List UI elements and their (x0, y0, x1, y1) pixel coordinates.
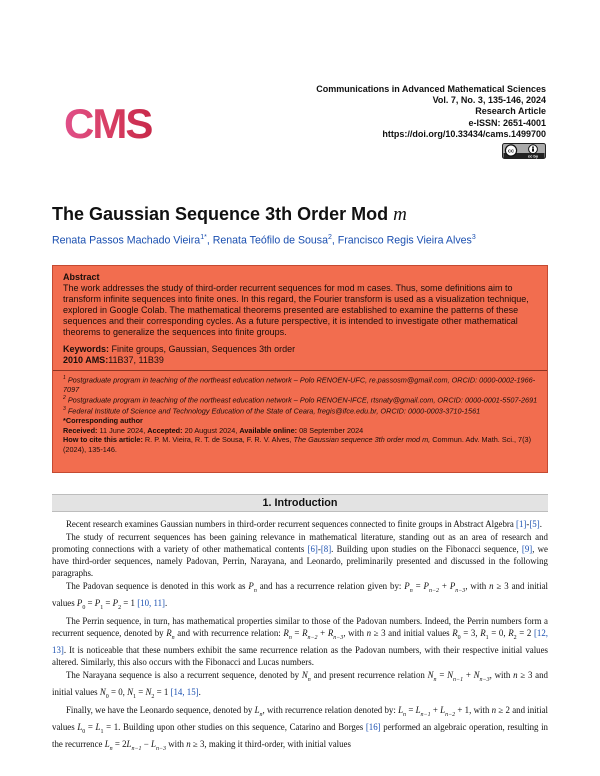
accepted-date: 20 August 2024, (184, 425, 238, 435)
paragraph: The Perrin sequence, in turn, has mathematical properties similar to those of the Padovan numbers. Indeed, the Perrin numbers form a recurrent sequence, denoted by $R_n$ and with recurrence relation: $R_n = R_{n-2} + R_{n-3}$, with n ≥ 3 and initial values $R_0 = 3$, $R_1 = 0$, $R_2 = 2$ [12, 13]. It is noticeable that these numbers exhibit the same recurrence relation as the Padovan numbers, with their respective initial values altered. Similarly, this also occurs with the Fibonacci and Lucas numbers. (52, 616, 548, 668)
svg-text:cc: cc (508, 148, 514, 155)
citation-link[interactable]: [10, 11] (137, 598, 165, 609)
affiliation-2 (63, 394, 539, 405)
journal-info (316, 84, 546, 140)
author-1-sup: 1* (200, 234, 207, 241)
cite-authors: R. P. M. Vieira, R. T. de Sousa, F. R. V. Alves, (144, 435, 292, 445)
citation-link[interactable]: [6] (307, 544, 318, 555)
journal-volume: Vol. 7, No. 3, 135-146, 2024 (432, 95, 546, 106)
received-date: 11 June 2024, (99, 425, 146, 435)
introduction-body (52, 518, 548, 756)
cite-label: How to cite this article: (63, 435, 143, 445)
affiliation-3 (63, 405, 539, 416)
aff-3-num: 3 (63, 406, 66, 413)
online-date: 08 September 2024 (299, 425, 364, 435)
author-sep: , (206, 234, 213, 247)
citation-link[interactable]: [12, 13] (52, 628, 548, 656)
corresponding-author: *Corresponding author (63, 416, 143, 426)
cams-logo (64, 100, 168, 144)
ams-classification (63, 355, 539, 366)
ams-value: 11B37, 11B39 (108, 355, 164, 366)
accepted-label: Accepted: (147, 425, 183, 435)
author-3-sup: 3 (471, 234, 476, 241)
aff-1-num: 1 (63, 374, 66, 381)
section-heading-introduction: 1. Introduction (52, 494, 548, 512)
paragraph: The Narayana sequence is also a recurrent sequence, denoted by $N_n$ and present recurrence relation $N_n = N_{n-1} + N_{n-3}$, with n ≥ 3 and initial values $N_0 = 0$, $N_1 = N_2 = 1$ [14, 15]. (52, 670, 548, 701)
article-dates (63, 426, 539, 436)
cite-title: The Gaussian sequence 3th order mod m, (293, 435, 431, 445)
citation-link[interactable]: [16] (365, 722, 381, 732)
how-to-cite (63, 435, 539, 454)
citation-link[interactable]: [8] (320, 544, 332, 555)
author-2[interactable]: Renata Teófilo de Sousa (212, 234, 328, 247)
paper-title (52, 204, 407, 226)
paragraph: The study of recurrent sequences has been gaining relevance in mathematical literature, standing out as an area of research and promoting connections with a variety of other mathematical contents [6]-[8]. Building upon studies on the Fibonacci sequence, [9], we have third-order sequences, namely Padovan, Perrin, Narayana, and Leonardo, preliminarily presented and discussed in the following paragraphs. (52, 532, 548, 579)
title-variable: m (393, 204, 407, 225)
paragraph: Recent research examines Gaussian numbers in third-order recurrent sequences connected to finite groups in Abstract Algebra [1]-[5]. (66, 519, 542, 529)
author-1[interactable]: Renata Passos Machado Vieira (52, 234, 201, 247)
author-3[interactable]: Francisco Regis Vieira Alves (337, 234, 472, 247)
doi-link[interactable]: https://doi.org/10.33434/cams.1499700 (382, 128, 546, 139)
keywords (63, 344, 539, 355)
aff-1-text: Postgraduate program in teaching of the northeast education network – Polo RENOEN-UFC, re.passosm@gmail.com, ORCID: 0000-0002-1966-7097 (63, 374, 536, 394)
cite-source: Commun. Adv. Math. Sci., 7(3) (2024), 135-146. (63, 435, 532, 454)
title-text: The Gaussian Sequence 3th Order Mod (52, 204, 394, 224)
author-list (52, 234, 476, 247)
citation-link[interactable]: [5] (529, 519, 540, 529)
keywords-value: Finite groups, Gaussian, Sequences 3th order (111, 344, 296, 355)
affiliation-1 (63, 374, 539, 395)
aff-3-text: Federal Institute of Science and Technology Education of the State of Ceara, fregis@ifce.edu.br, ORCID: 0000-0003-3710-1561 (67, 406, 481, 416)
cc-badge-label: cc by (527, 153, 539, 159)
svg-text:CMS: CMS (64, 100, 152, 144)
ams-label: 2010 AMS: (63, 355, 109, 366)
article-type: Research Article (475, 106, 546, 117)
received-label: Received: (63, 425, 98, 435)
abstract-box (52, 265, 548, 473)
citation-link[interactable]: [14, 15] (170, 687, 199, 698)
author-sep: , (331, 234, 338, 247)
journal-eissn: e-ISSN: 2651-4001 (468, 117, 546, 128)
aff-2-text: Postgraduate program in teaching of the northeast education network – Polo RENOEN-IFCE, rtsnaty@gmail.com, ORCID: 0000-0001-5507-2691 (67, 395, 538, 405)
keywords-label: Keywords: (63, 344, 110, 355)
journal-name: Communications in Advanced Mathematical Sciences (316, 84, 546, 94)
author-2-sup: 2 (327, 234, 332, 241)
paragraph: The Padovan sequence is denoted in this work as $P_n$ and has a recurrence relation given by: $P_n = P_{n-2} + P_{n-3}$, with n ≥ 3 and initial values $P_0 = P_1 = P_2 = 1$ [10, 11]. (52, 581, 549, 612)
cc-license-badge[interactable] (502, 143, 546, 159)
paragraph: Finally, we have the Leonardo sequence, denoted by $L_n$, with recurrence relation denoted by: $L_n = L_{n-1} + L_{n-2} + 1$, with n ≥ 2 and initial values $L_0 = L_1 = 1$. Building upon other studies on this sequence, Catarino and Borges [16] performed an algebraic operation, resulting in the recurrence $L_n = 2L_{n-1} - L_{n-3}$ with n ≥ 3, making it third-order, with initial values (52, 705, 548, 752)
aff-2-num: 2 (63, 395, 66, 402)
abstract-divider (53, 370, 547, 371)
abstract-heading: Abstract (63, 272, 100, 282)
citation-link[interactable]: [9] (521, 544, 533, 555)
online-label: Available online: (239, 425, 298, 435)
citation-link[interactable]: [1] (516, 519, 527, 529)
abstract-text: The work addresses the study of third-order recurrent sequences for mod m cases. Thus, some definitions aim to transform infinite sequences into finite ones. In this regard, the Fourier transform is used as a visualization technique, explored in Google Colab. The mathematical theorems presented are established to examine the patterns of these sequences and their corresponding cycles. As a future perspective, it is intended to investigate other mathematical theorems to generalize the sequences into finite groups. (63, 283, 529, 338)
